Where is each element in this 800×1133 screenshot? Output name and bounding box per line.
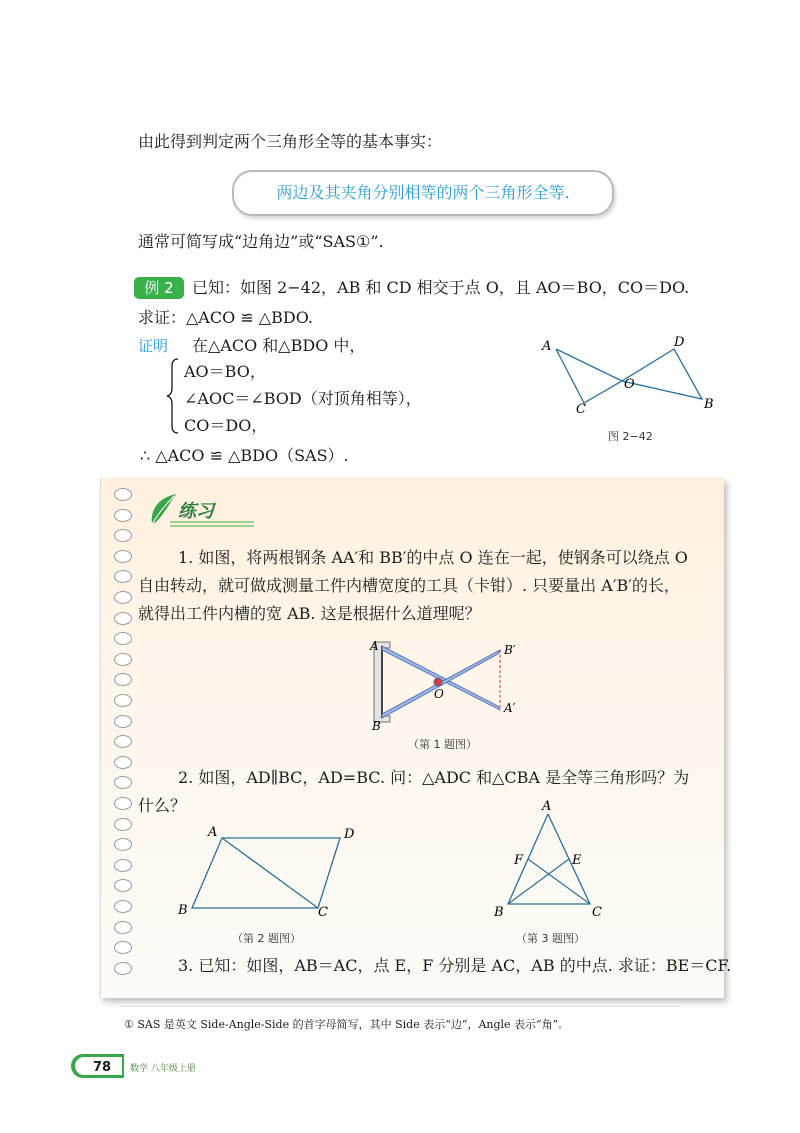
q2-label-d: D xyxy=(344,827,355,842)
notebook-ring xyxy=(114,900,132,913)
intro-text: 由此得到判定两个三角形全等的基本事实： xyxy=(138,132,443,151)
proof-conclusion: ∴ △ACO ≌ △BDO（SAS）. xyxy=(140,446,349,465)
example-prove: 求证：△ACO ≌ △BDO. xyxy=(138,308,313,327)
q2-label-c: C xyxy=(318,905,328,920)
notebook-ring xyxy=(114,797,132,810)
example-given: 已知：如图 2−42，AB 和 CD 相交于点 O，且 AO＝BO，CO＝DO. xyxy=(192,278,690,297)
q2-label-a: A xyxy=(208,825,218,840)
notebook-ring xyxy=(114,550,132,563)
q2-caption: （第 2 题图） xyxy=(232,932,301,945)
footnote-divider xyxy=(120,1006,680,1007)
q1-label-a-prime: A′ xyxy=(504,701,516,715)
q1-line-3: 就得出工件内槽的宽 AB. 这是根据什么道理呢？ xyxy=(138,604,481,623)
q2-line-2: 什么？ xyxy=(138,796,187,815)
q3-line-1: 3. 已知：如图，AB＝AC，点 E，F 分别是 AC，AB 的中点. 求证：BE＝CF. xyxy=(178,956,732,975)
label-o: O xyxy=(624,377,635,392)
q1-label-o: O xyxy=(434,687,444,701)
notebook-ring xyxy=(114,715,132,728)
footer-book-title: 数学 八年级上册 xyxy=(130,1064,196,1074)
footnote: ① SAS 是英文 Side-Angle-Side 的首字母简写，其中 Side 表示“边”，Angle 表示“角”. xyxy=(124,1018,562,1031)
notebook-ring xyxy=(114,818,132,831)
label-a: A xyxy=(542,339,552,354)
q1-label-b-prime: B′ xyxy=(504,643,516,657)
q3-label-c: C xyxy=(592,905,602,920)
theorem-text: 两边及其夹角分别相等的两个三角形全等. xyxy=(276,183,570,202)
short-form-text: 通常可简写成“边角边”或“SAS①”. xyxy=(138,232,384,251)
practice-title: 练习 xyxy=(178,501,214,522)
condition-3: CO＝DO， xyxy=(184,416,268,435)
notebook-ring xyxy=(114,612,132,625)
q3-label-a: A xyxy=(542,800,552,814)
label-b: B xyxy=(704,397,714,412)
notebook-ring xyxy=(114,694,132,707)
figure-2-42-caption: 图 2−42 xyxy=(608,430,653,443)
q2-line-1: 2. 如图，AD∥BC，AD=BC. 问：△ADC 和△CBA 是全等三角形吗？为 xyxy=(178,768,690,787)
q3-label-b: B xyxy=(494,905,504,920)
notebook-ring xyxy=(114,859,132,872)
label-c: C xyxy=(576,402,586,414)
q3-caption: （第 3 题图） xyxy=(516,932,585,945)
condition-2: ∠AOC＝∠BOD（对顶角相等）， xyxy=(184,389,422,408)
figure-2-42 xyxy=(536,332,722,414)
q2-label-b: B xyxy=(178,903,188,918)
notebook-ring xyxy=(114,488,132,501)
example-badge: 例 2 xyxy=(134,277,184,299)
brace-icon xyxy=(166,358,180,434)
condition-1: AO＝BO， xyxy=(184,362,266,381)
notebook-ring xyxy=(114,962,132,975)
page-number: 78 xyxy=(92,1060,112,1075)
caliper-figure xyxy=(362,636,532,732)
theorem-box xyxy=(232,170,614,216)
notebook-ring xyxy=(114,756,132,769)
notebook-ring xyxy=(114,591,132,604)
q1-line-2: 自由转动，就可做成测量工件内槽宽度的工具（卡钳）. 只要量出 A′B′的长， xyxy=(138,576,680,595)
q3-label-f: F xyxy=(514,853,524,868)
notebook-ring xyxy=(114,509,132,522)
q1-line-1: 1. 如图，将两根钢条 AA′和 BB′的中点 O 连在一起，使钢条可以绕点 O xyxy=(178,548,688,567)
proof-label: 证明 xyxy=(138,337,169,355)
practice-title-underline xyxy=(170,520,254,528)
proof-intro: 在△ACO 和△BDO 中， xyxy=(192,336,366,355)
notebook-ring xyxy=(114,921,132,934)
q1-caption: （第 1 题图） xyxy=(408,738,477,751)
parallelogram-figure xyxy=(172,824,362,920)
page-number-badge xyxy=(70,1053,126,1079)
q1-label-b: B xyxy=(372,719,381,732)
notebook-ring xyxy=(114,653,132,666)
isosceles-triangle-figure xyxy=(490,800,610,924)
q1-label-a: A xyxy=(370,639,379,653)
label-d: D xyxy=(674,335,685,350)
q3-label-e: E xyxy=(572,853,582,868)
